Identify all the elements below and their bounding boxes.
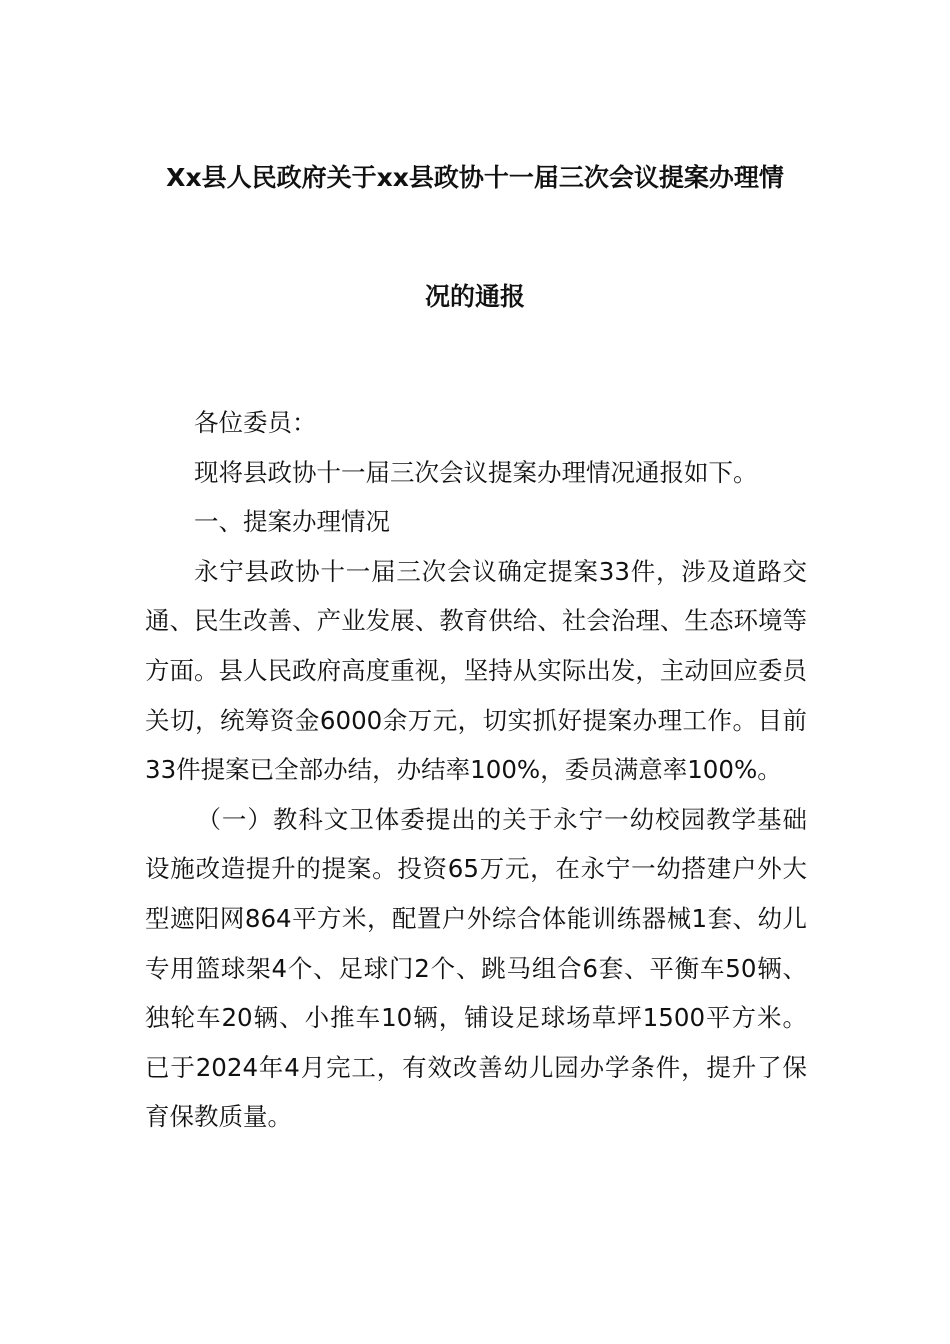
salutation: 各位委员： [194,408,317,437]
section-paragraph: 永宁县政协十一届三次会议确定提案33件，涉及道路交通、民生改善、产业发展、教育供给、社会治理、生态环境等方面。县人民政府高度重视，坚持从实际出发，主动回应委员关切，统筹资金6000余万元，切实抓好提案办理工作。目前33件提案已全部办结，办结率100%，委员满意率100%。 [145,556,807,785]
document-body [145,398,807,1142]
section-heading: 一、提案办理情况 [194,507,390,537]
document-title-line-2: 况的通报 [424,282,525,311]
item-paragraph: （一）教科文卫体委提出的关于永宁一幼校园教学基础设施改造提升的提案。投资65万元，在永宁一幼搭建户外大型遮阳网864平方米，配置户外综合体能训练器械1套、幼儿专用篮球架4个、足球门2个、跳马组合6套、平衡车50辆、独轮车20辆、小推车10辆，铺设足球场草坪1500平方米。已于2024年4月完工，有效改善幼儿园办学条件，提升了保育保教质量。 [145,804,807,1132]
intro-paragraph: 现将县政协十一届三次会议提案办理情况通报如下。 [194,457,758,487]
document-title-line-1: Xx县人民政府关于xx县政协十一届三次会议提案办理情 [166,163,784,192]
